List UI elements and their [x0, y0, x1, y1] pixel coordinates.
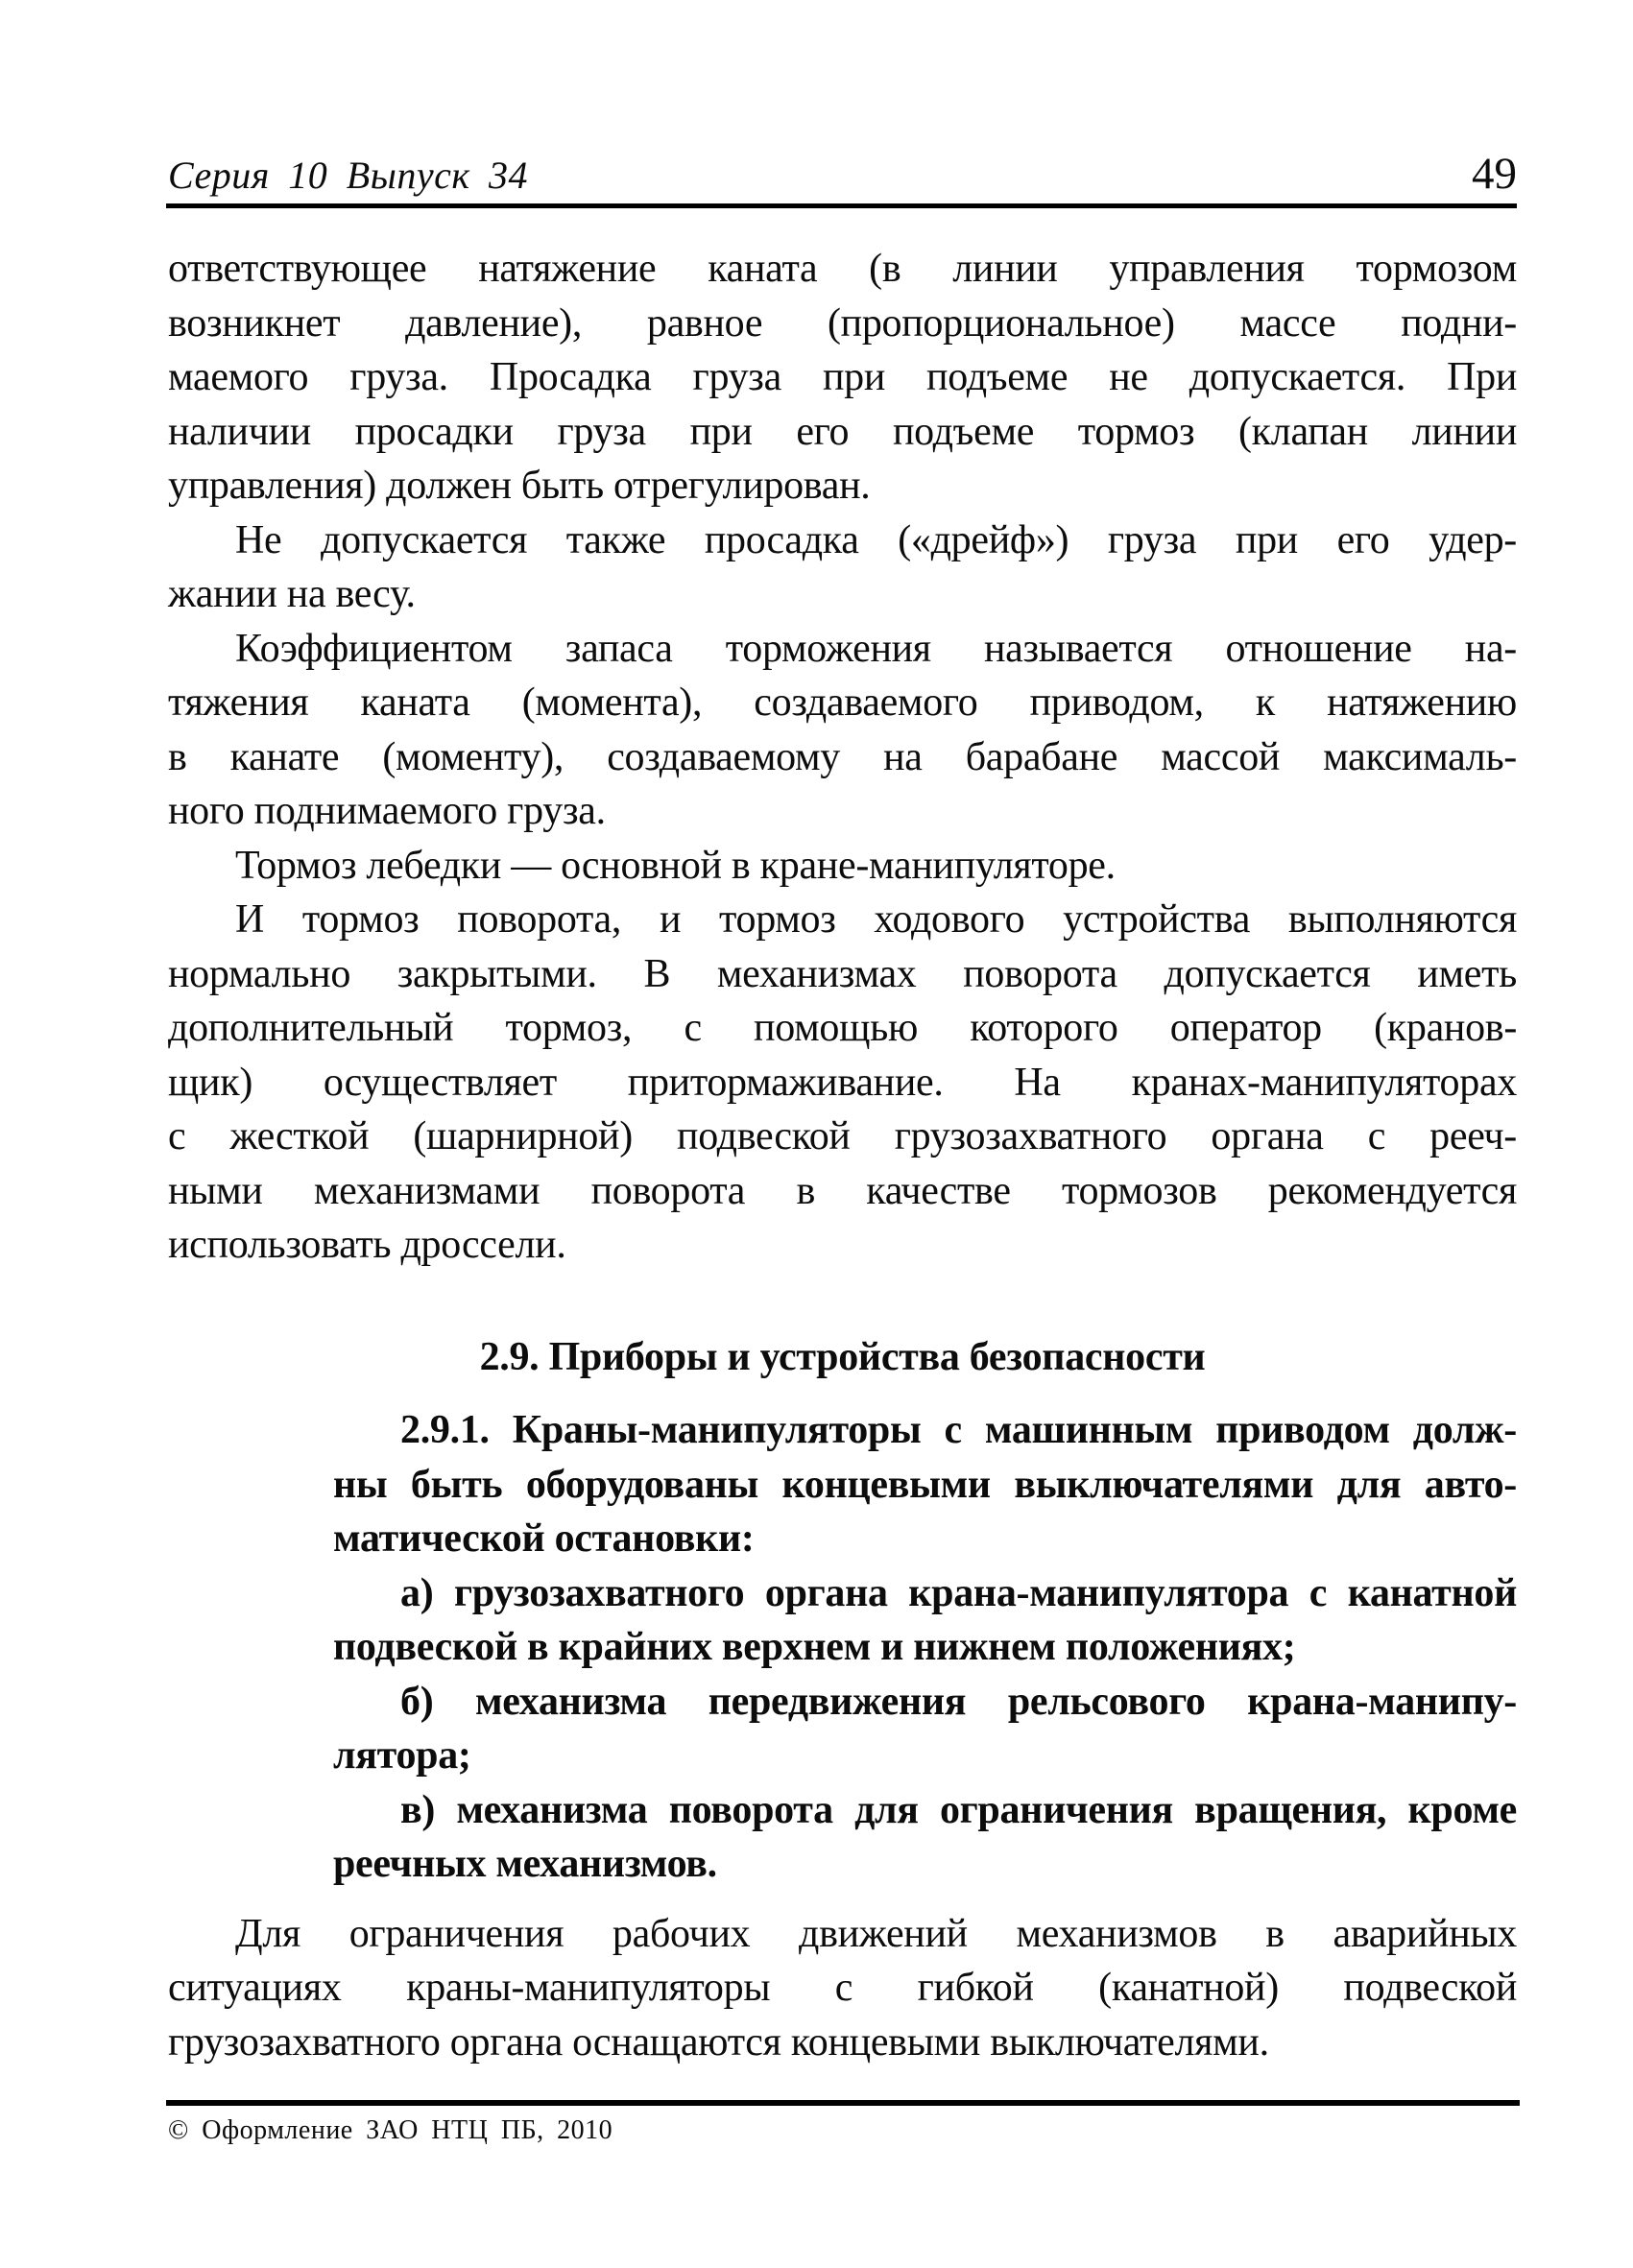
- text-line: с жесткой (шарнирной) подвеской грузозахватного органа с рееч-: [168, 1114, 1517, 1158]
- text-line: ного поднимаемого груза.: [168, 789, 606, 833]
- text-line: Тормоз лебедки — основной в кране-манипуляторе.: [235, 843, 1116, 888]
- footer-rule: [166, 2100, 1520, 2106]
- text-line: ситуациях краны-манипуляторы с гибкой (канатной) подвеской: [168, 1966, 1517, 2010]
- page-footer: [168, 2115, 612, 2146]
- paragraph: [168, 893, 1517, 1273]
- paragraph: [168, 839, 1517, 894]
- text-line: матической остановки:: [333, 1516, 755, 1561]
- text-line: ответствующее натяжение каната (в линии управления тормозом: [168, 247, 1517, 291]
- document-body: [168, 242, 1517, 2069]
- text-line: подвеской в крайних верхнем и нижнем положениях;: [333, 1625, 1296, 1669]
- text-line: дополнительный тормоз, с помощью которого оператор (кранов-: [168, 1006, 1517, 1050]
- running-title: Серия 10 Выпуск 34: [168, 154, 529, 197]
- text-line: использовать дроссели.: [168, 1223, 566, 1267]
- text-line: а) грузозахватного органа крана-манипулятора с канатной: [400, 1570, 1517, 1615]
- text-line: ными механизмами поворота в качестве тормозов рекомендуется: [168, 1168, 1517, 1213]
- text-line: б) механизма передвижения рельсового крана-манипу-: [400, 1679, 1517, 1724]
- text-line: ны быть оборудованы концевыми выключателями для авто-: [333, 1462, 1517, 1507]
- text-line: управления) должен быть отрегулирован.: [168, 464, 871, 508]
- bold-paragraph: [333, 1675, 1517, 1783]
- paragraph: [168, 242, 1517, 513]
- section-heading: 2.9. Приборы и устройства безопасности: [479, 1334, 1206, 1379]
- bold-paragraph: [333, 1403, 1517, 1566]
- text-line: возникнет давление), равное (пропорциональное) массе подни-: [168, 300, 1517, 346]
- text-line: в канате (моменту), создаваемому на барабане массой максималь-: [168, 734, 1517, 779]
- bold-paragraph: [333, 1566, 1517, 1675]
- text-line: грузозахватного органа оснащаются концевыми выключателями.: [168, 2019, 1269, 2065]
- copyright-notice: © Оформление ЗАО НТЦ ПБ, 2010: [168, 2115, 613, 2145]
- text-line: Для ограничения рабочих движений механизмов в аварийных: [235, 1911, 1517, 1956]
- text-line: жании на весу.: [168, 572, 416, 616]
- text-line: маемого груза. Просадка груза при подъеме не допускается. При: [168, 355, 1517, 399]
- text-line: 2.9.1. Краны-манипуляторы с машинным приводом долж-: [400, 1408, 1517, 1452]
- header-rule: [166, 203, 1517, 208]
- text-line: лятора;: [333, 1733, 471, 1778]
- page-number: 49: [1472, 149, 1517, 199]
- text-line: в) механизма поворота для ограничения вращения, кроме: [400, 1787, 1517, 1832]
- text-line: Коэффициентом запаса торможения называется отношение на-: [235, 626, 1517, 671]
- text-line: нормально закрытыми. В механизмах поворота допускается иметь: [168, 951, 1517, 996]
- text-line: Не допускается также просадка («дрейф») груза при его удер-: [235, 517, 1517, 562]
- text-line: щик) осуществляет притормаживание. На кранах-манипуляторах: [168, 1060, 1517, 1105]
- text-line: реечных механизмов.: [333, 1842, 717, 1886]
- paragraph: [168, 622, 1517, 839]
- closing-paragraph: [168, 1907, 1517, 2070]
- paragraph: [168, 513, 1517, 622]
- page-header: [168, 149, 1517, 199]
- text-line: И тормоз поворота, и тормоз ходового устройства выполняются: [235, 897, 1517, 942]
- text-line: наличии просадки груза при его подъеме тормоз (клапан линии: [168, 409, 1517, 454]
- text-line: тяжения каната (момента), создаваемого приводом, к натяжению: [168, 680, 1517, 725]
- bold-paragraph: [333, 1783, 1517, 1892]
